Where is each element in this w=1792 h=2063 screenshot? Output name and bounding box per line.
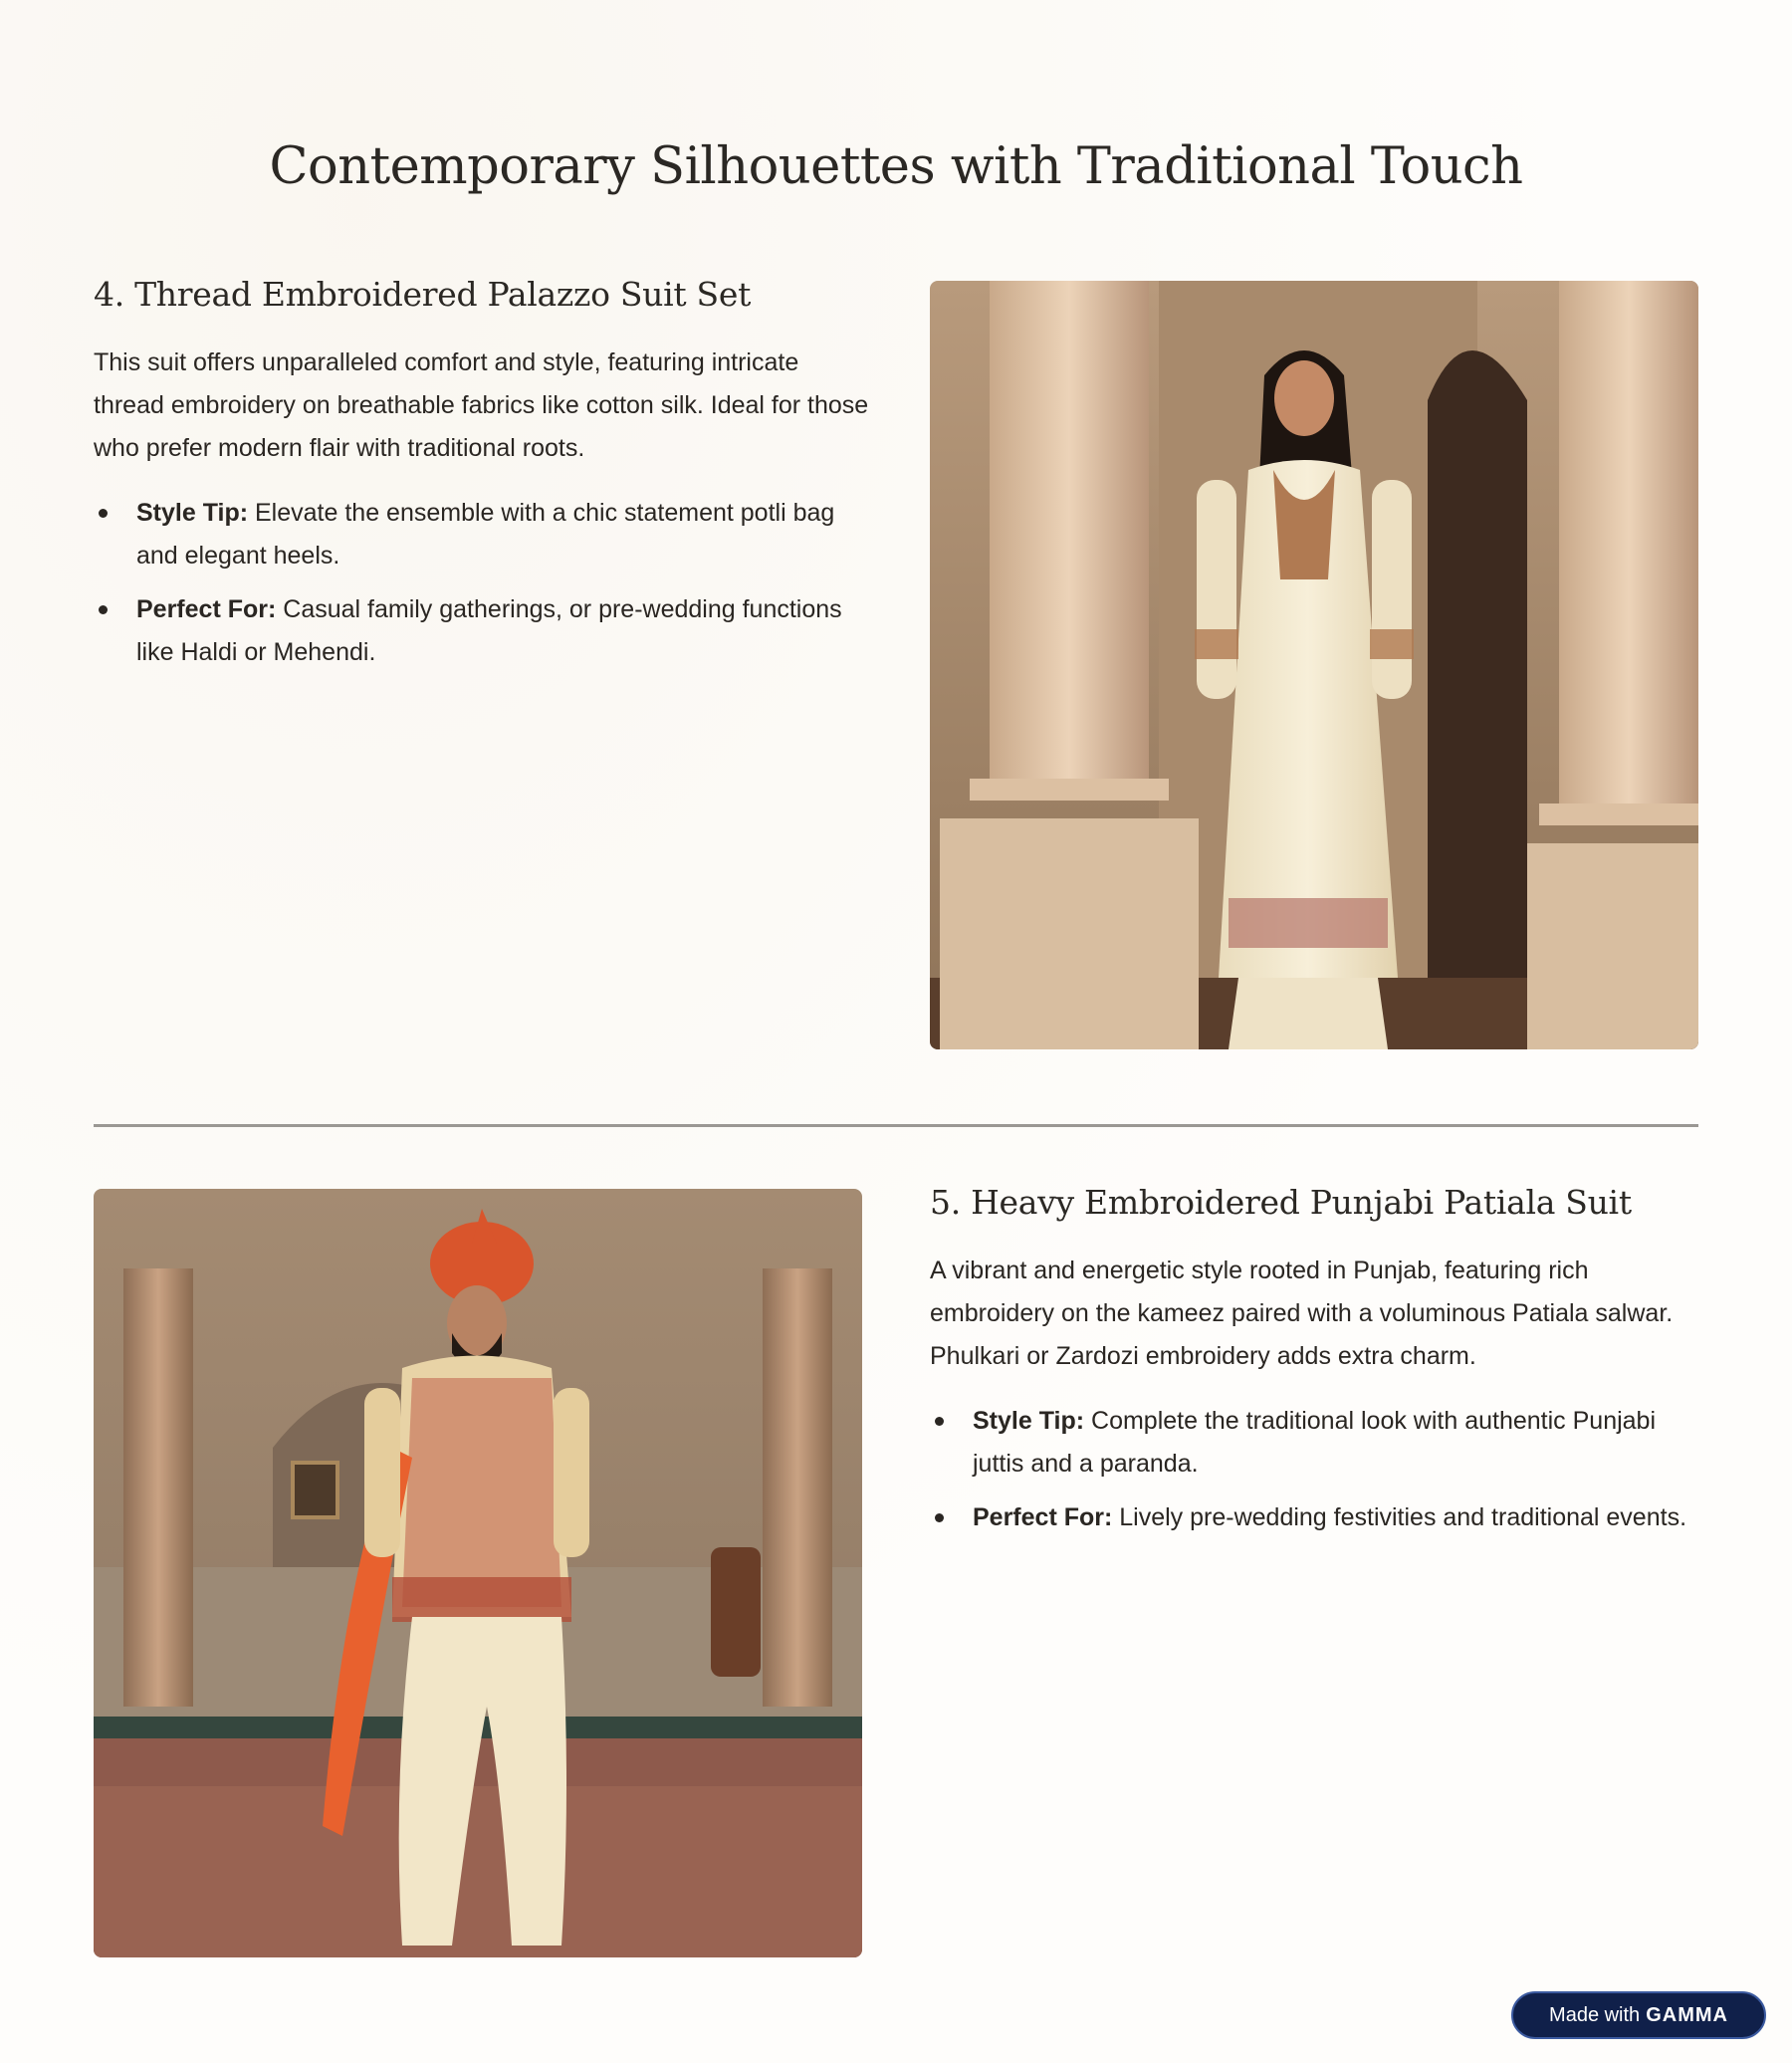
tips-list — [94, 492, 870, 674]
bullet-icon — [99, 605, 108, 614]
list-item — [930, 1400, 1706, 1486]
section-5-text — [930, 1183, 1706, 1550]
section-divider — [94, 1124, 1698, 1127]
list-item — [94, 492, 870, 577]
section-description: This suit offers unparalleled comfort and style, featuring intricate thread embroidery on breathable fabrics like cotton silk. Ideal for those who prefer modern flair with traditional roots. — [94, 348, 869, 462]
tip-label: Perfect For: — [136, 595, 277, 623]
palazzo-suit-image — [930, 281, 1698, 1049]
patiala-suit-image — [94, 1189, 862, 1957]
tip-text: Elevate the ensemble with a chic statement potli bag and elegant heels. — [136, 499, 835, 570]
list-item — [930, 1496, 1706, 1539]
bullet-icon — [935, 1513, 944, 1522]
section-heading: 5. Heavy Embroidered Punjabi Patiala Suit — [930, 1183, 1632, 1222]
section-4-text — [94, 275, 870, 685]
page-title: Contemporary Silhouettes with Traditional Touch — [269, 137, 1523, 196]
gamma-logo: GAMMA — [1646, 2003, 1728, 2026]
tip-text: Casual family gatherings, or pre-wedding functions like Haldi or Mehendi. — [136, 595, 842, 666]
section-heading: 4. Thread Embroidered Palazzo Suit Set — [94, 275, 752, 314]
tip-label: Perfect For: — [973, 1503, 1113, 1531]
badge-prefix: Made with — [1549, 2003, 1641, 2026]
bullet-icon — [99, 509, 108, 518]
list-item — [94, 588, 870, 674]
tip-text: Complete the traditional look with authentic Punjabi juttis and a paranda. — [973, 1407, 1657, 1478]
tips-list — [930, 1400, 1706, 1539]
tip-label: Style Tip: — [973, 1407, 1085, 1435]
made-with-gamma-badge[interactable] — [1511, 1991, 1766, 2039]
bullet-icon — [935, 1417, 944, 1426]
tip-text: Lively pre-wedding festivities and traditional events. — [1112, 1503, 1687, 1531]
tip-label: Style Tip: — [136, 499, 249, 527]
section-description: A vibrant and energetic style rooted in Punjab, featuring rich embroidery on the kameez paired with a voluminous Patiala salwar. Phulkari or Zardozi embroidery adds extra charm. — [930, 1257, 1674, 1370]
